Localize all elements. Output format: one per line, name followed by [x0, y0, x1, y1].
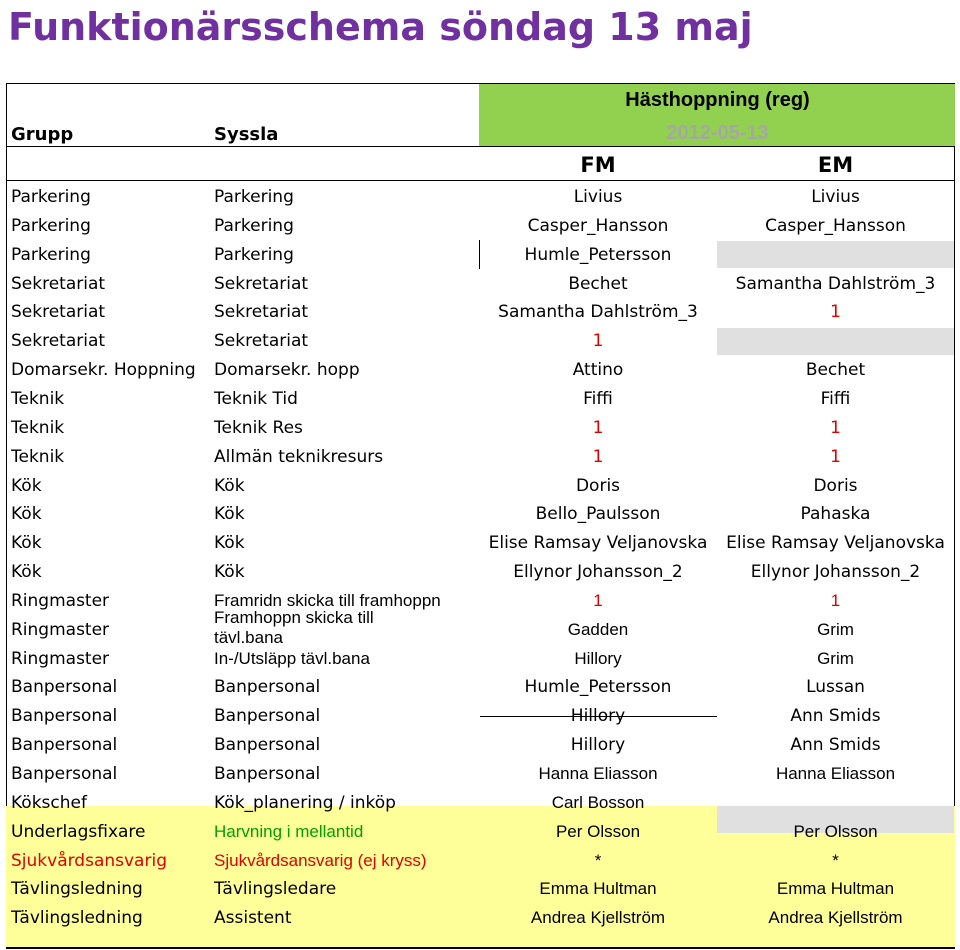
- cell-grupp: Sekretariat: [11, 331, 106, 351]
- cell-syssla: Banpersonal: [214, 677, 321, 697]
- cell-em: Grim: [817, 649, 854, 668]
- cell-em: 1: [830, 302, 841, 322]
- column-header-em: EM: [817, 153, 854, 177]
- empty-cell: [717, 241, 954, 268]
- cell-syssla: Teknik Tid: [214, 389, 298, 409]
- cell-fm: 1: [592, 331, 604, 351]
- cell-grupp: Teknik: [11, 447, 65, 467]
- cell-grupp: Banpersonal: [11, 735, 118, 755]
- cell-grupp: Sekretariat: [11, 302, 106, 322]
- cell-fm: 1: [593, 591, 603, 610]
- cell-grupp: Teknik: [11, 389, 65, 409]
- cell-syssla: Allmän teknikresurs: [214, 447, 384, 467]
- cell-fm: Humle_Petersson: [524, 245, 672, 265]
- cell-syssla: Sekretariat: [214, 331, 309, 351]
- cell-grupp: Tävlingsledning: [11, 908, 143, 928]
- cell-syssla: Parkering: [214, 187, 294, 207]
- cell-syssla: Sjukvårdsansvarig (ej kryss): [214, 851, 427, 870]
- cell-fm: Casper_Hansson: [527, 216, 669, 236]
- cell-grupp: Kök: [11, 504, 42, 524]
- cell-em: Lussan: [806, 677, 865, 697]
- cell-grupp: Kök: [11, 533, 42, 553]
- cell-syssla: Banpersonal: [214, 706, 321, 726]
- cell-fm: Bechet: [568, 274, 628, 294]
- cell-syssla: Framhoppn skicka till tävl.bana: [214, 608, 374, 647]
- cell-em: Per Olsson: [793, 822, 878, 841]
- header-divider: [6, 180, 955, 181]
- cell-fm: Emma Hultman: [539, 879, 657, 898]
- cell-fm: 1: [592, 447, 604, 467]
- column-header-syssla: Syssla: [214, 124, 279, 145]
- cell-em: Elise Ramsay Veljanovska: [726, 533, 945, 553]
- cell-em: Ann Smids: [790, 706, 881, 726]
- cell-grupp: Teknik: [11, 418, 65, 438]
- cell-fm: Humle_Petersson: [524, 677, 672, 697]
- cell-syssla: Kök: [214, 476, 245, 496]
- cell-fm: Hillory: [570, 735, 626, 755]
- cell-syssla: Banpersonal: [214, 764, 321, 784]
- cell-syssla: Kök_planering / inköp: [214, 793, 396, 813]
- cell-syssla: Sekretariat: [214, 274, 309, 294]
- cell-grupp: Banpersonal: [11, 677, 118, 697]
- cell-syssla: Assistent: [214, 908, 292, 928]
- empty-cell: [717, 328, 954, 355]
- cell-fm: *: [594, 851, 602, 870]
- cell-fm: Bello_Paulsson: [535, 504, 661, 524]
- cell-fm: Fiffi: [583, 389, 613, 409]
- cell-fm: Doris: [575, 476, 621, 496]
- cell-grupp: Kökschef: [11, 793, 87, 813]
- cell-em: Ann Smids: [790, 735, 881, 755]
- cell-syssla: In-/Utsläpp tävl.bana: [214, 649, 370, 668]
- cell-syssla: Kök: [214, 533, 245, 553]
- cell-em: Casper_Hansson: [765, 216, 906, 236]
- cell-fm: 1: [592, 418, 604, 438]
- cell-grupp: Ringmaster: [11, 591, 110, 611]
- header-divider: [6, 146, 955, 147]
- cell-syssla: Framridn skicka till framhoppn: [214, 591, 441, 610]
- cell-em: Grim: [817, 620, 854, 639]
- cell-em: Emma Hultman: [776, 879, 895, 898]
- cell-grupp: Tävlingsledning: [11, 879, 143, 899]
- cell-em: Bechet: [805, 360, 866, 380]
- cell-grupp: Banpersonal: [11, 764, 118, 784]
- cell-grupp: Sjukvårdsansvarig: [11, 851, 167, 871]
- cell-em: Andrea Kjellström: [768, 908, 903, 927]
- cell-fm: Hillory: [574, 649, 622, 668]
- cell-grupp: Parkering: [11, 216, 91, 236]
- cell-em: Hanna Eliasson: [775, 764, 896, 783]
- cell-fm: Gadden: [567, 620, 629, 639]
- cell-fm: Attino: [572, 360, 624, 380]
- cell-fm: Hillory: [570, 706, 626, 726]
- cell-grupp: Underlagsfixare: [11, 822, 146, 842]
- cell-syssla: Sekretariat: [214, 302, 309, 322]
- cell-grupp: Banpersonal: [11, 706, 118, 726]
- cell-fm: Livius: [573, 187, 623, 207]
- cell-fm: Per Olsson: [555, 822, 641, 841]
- column-header-fm: FM: [580, 153, 616, 177]
- event-title: Hästhoppning (reg): [625, 89, 810, 111]
- cell-em: Samantha Dahlström_3: [735, 274, 936, 294]
- cell-syssla: Banpersonal: [214, 735, 321, 755]
- cell-syssla: Teknik Res: [214, 418, 303, 438]
- cell-syssla: Harvning i mellantid: [214, 822, 364, 841]
- cell-em: 1: [830, 447, 841, 467]
- cell-syssla: Kök: [214, 504, 245, 524]
- cell-em: Doris: [813, 476, 858, 496]
- event-date: 2012-05-13: [666, 122, 769, 144]
- cell-syssla: Tävlingsledare: [214, 879, 337, 899]
- cell-em: Pahaska: [800, 504, 871, 524]
- cell-fm: Elise Ramsay Veljanovska: [488, 533, 708, 553]
- cell-syssla: Kök: [214, 562, 245, 582]
- cell-grupp: Sekretariat: [11, 274, 106, 294]
- cell-em: Fiffi: [820, 389, 851, 409]
- cell-grupp: Kök: [11, 476, 42, 496]
- table-bottom-border: [6, 947, 955, 948]
- cell-grupp: Parkering: [11, 187, 91, 207]
- page-title: Funktionärsschema söndag 13 maj: [8, 5, 753, 49]
- cell-em: 1: [830, 418, 841, 438]
- cell-fm: Andrea Kjellström: [530, 908, 666, 927]
- cell-em: *: [832, 851, 839, 870]
- cell-fm: Samantha Dahlström_3: [498, 302, 698, 322]
- cell-fm: Hanna Eliasson: [538, 764, 658, 783]
- cell-em: 1: [830, 591, 841, 610]
- cell-em: Livius: [811, 187, 860, 207]
- cell-syssla: Parkering: [214, 245, 294, 265]
- cell-grupp: Parkering: [11, 245, 91, 265]
- cell-grupp: Ringmaster: [11, 620, 110, 640]
- cell-grupp: Kök: [11, 562, 42, 582]
- cell-grupp: Ringmaster: [11, 649, 110, 669]
- cell-syssla: Parkering: [214, 216, 294, 236]
- cell-grupp: Domarsekr. Hoppning: [11, 360, 196, 380]
- cell-fm: Carl Bosson: [551, 793, 645, 812]
- cell-em: Ellynor Johansson_2: [750, 562, 921, 582]
- cell-fm: Ellynor Johansson_2: [513, 562, 683, 582]
- column-header-grupp: Grupp: [11, 124, 74, 145]
- cell-syssla: Domarsekr. hopp: [214, 360, 360, 380]
